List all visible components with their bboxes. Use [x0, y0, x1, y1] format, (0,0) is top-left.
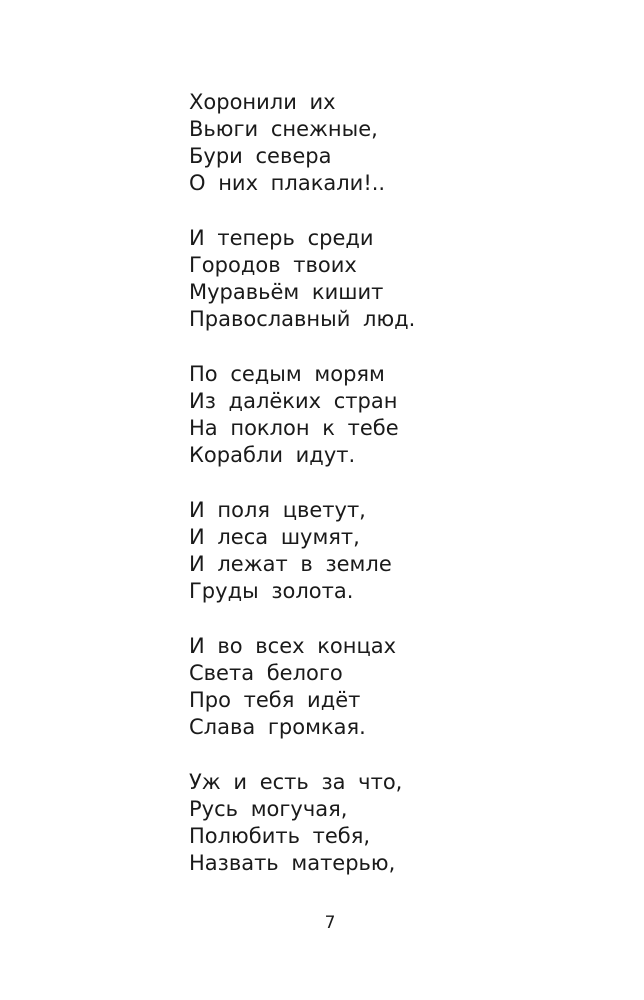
- poem-line: Городов твоих: [189, 253, 357, 277]
- poem-line: Слава громкая.: [189, 715, 366, 739]
- poem-line: По седым морям: [189, 362, 385, 386]
- poem-line: О них плакали!..: [189, 171, 386, 195]
- poem-line: И лежат в земле: [189, 552, 392, 576]
- poem-line: Корабли идут.: [189, 443, 356, 467]
- poem-line: Русь могучая,: [189, 797, 348, 821]
- poem-line: Груды золота.: [189, 579, 354, 603]
- stanza-5: [189, 633, 609, 741]
- poem-text: [189, 89, 609, 905]
- stanza-6: [189, 769, 609, 877]
- poem-line: Бури севера: [189, 144, 332, 168]
- stanza-2: [189, 225, 609, 333]
- poem-line: Назвать матерью,: [189, 851, 396, 875]
- poem-line: Хоронили их: [189, 90, 336, 114]
- poem-line: Вьюги снежные,: [189, 117, 378, 141]
- stanza-4: [189, 497, 609, 605]
- stanza-1: [189, 89, 609, 197]
- poem-line: Из далёких стран: [189, 389, 398, 413]
- page-number: 7: [324, 913, 336, 933]
- poem-line: На поклон к тебе: [189, 416, 399, 440]
- poem-line: Про тебя идёт: [189, 688, 361, 712]
- poem-line: Уж и есть за что,: [189, 770, 403, 794]
- poem-line: И поля цветут,: [189, 498, 366, 522]
- poem-line: Полюбить тебя,: [189, 824, 371, 848]
- poem-line: Православный люд.: [189, 307, 416, 331]
- poem-line: И во всех концах: [189, 634, 397, 658]
- poem-line: И теперь среди: [189, 226, 374, 250]
- poem-line: Муравьём кишит: [189, 280, 384, 304]
- stanza-3: [189, 361, 609, 469]
- poem-line: Света белого: [189, 661, 343, 685]
- poem-line: И леса шумят,: [189, 525, 360, 549]
